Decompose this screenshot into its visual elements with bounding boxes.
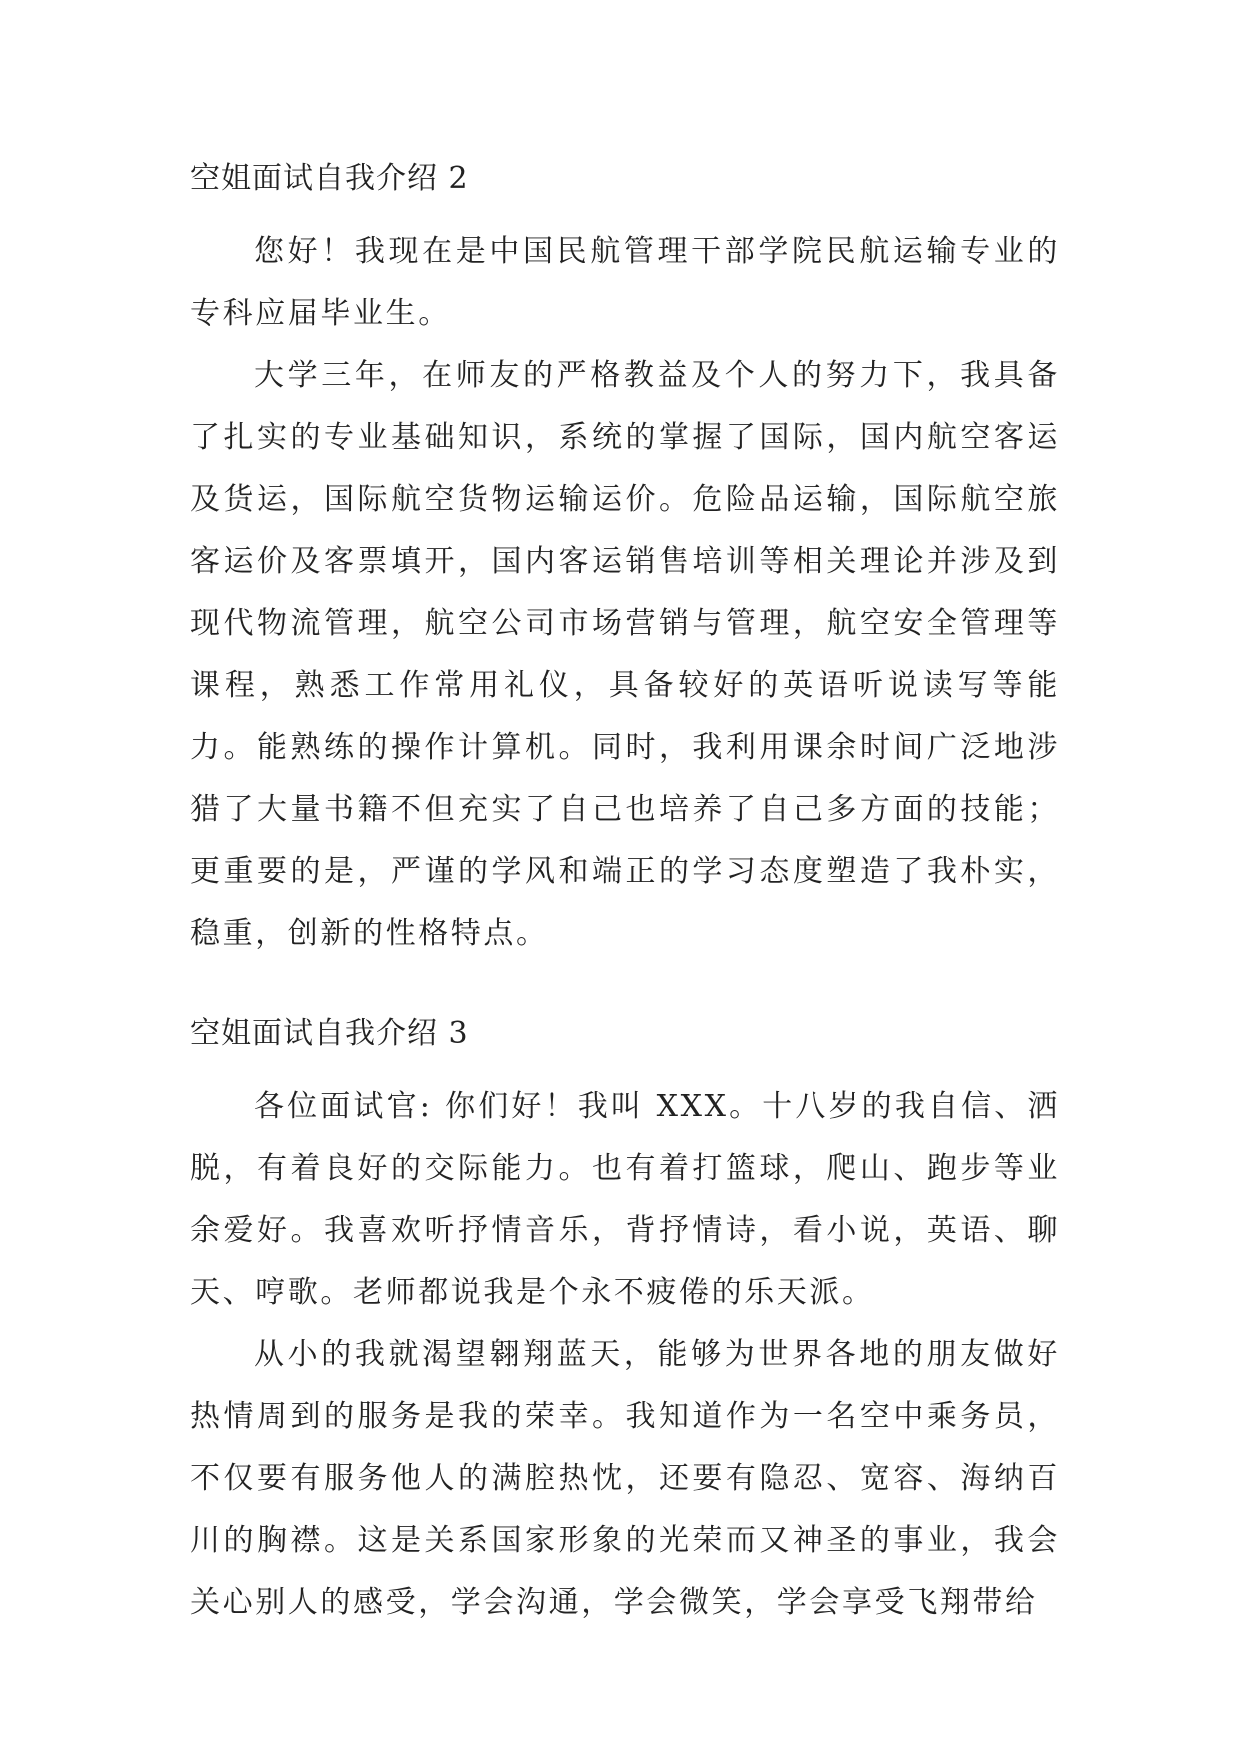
section-intro-3 (190, 1015, 1060, 1634)
document-body (190, 160, 1060, 1634)
paragraph: 大学三年，在师友的严格教益及个人的努力下，我具备了扎实的专业基础知识，系统的掌握了国际，国内航空客运及货运，国际航空货物运输运价。危险品运输，国际航空旅客运价及客票填开，国内客运销售培训等相关理论并涉及到现代物流管理，航空公司市场营销与管理，航空安全管理等课程，熟悉工作常用礼仪，具备较好的英语听说读写等能力。能熟练的操作计算机。同时，我利用课余时间广泛地涉猎了大量书籍不但充实了自己也培养了自己多方面的技能；更重要的是，严谨的学风和端正的学习态度塑造了我朴实，稳重，创新的性格特点。 (190, 358, 1060, 951)
section-intro-2 (190, 160, 1060, 965)
paragraph: 您好！我现在是中国民航管理干部学院民航运输专业的专科应届毕业生。 (190, 234, 1060, 331)
section-heading: 空姐面试自我介绍 3 (190, 1016, 469, 1051)
paragraph: 各位面试官: 你们好！我叫 XXX。十八岁的我自信、洒脱，有着良好的交际能力。也有着打篮球，爬山、跑步等业余爱好。我喜欢听抒情音乐，背抒情诗，看小说，英语、聊天、哼歌。老师都说我是个永不疲倦的乐天派。 (190, 1089, 1060, 1310)
paragraph: 从小的我就渴望翱翔蓝天，能够为世界各地的朋友做好热情周到的服务是我的荣幸。我知道作为一名空中乘务员，不仅要有服务他人的满腔热忱，还要有隐忍、宽容、海纳百川的胸襟。这是关系国家形象的光荣而又神圣的事业，我会关心别人的感受，学会沟通，学会微笑，学会享受飞翔带给 (190, 1337, 1060, 1620)
section-heading: 空姐面试自我介绍 2 (190, 161, 469, 196)
